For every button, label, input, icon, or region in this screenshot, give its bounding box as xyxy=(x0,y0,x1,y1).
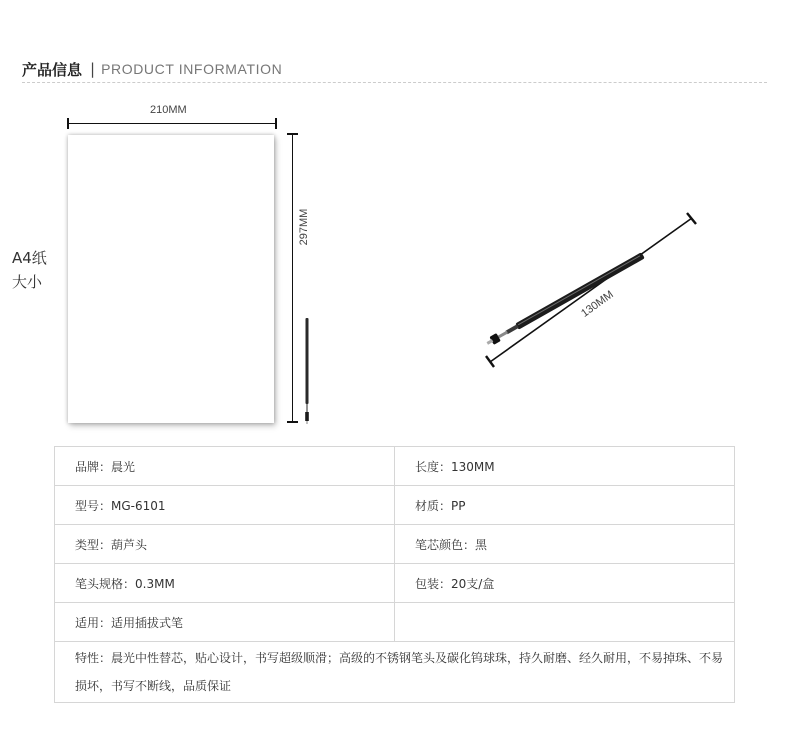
height-dimension-line xyxy=(292,134,293,423)
paper-height-text: 297MM xyxy=(298,208,310,246)
spec-model: 型号：MG-6101 xyxy=(55,486,395,525)
table-row xyxy=(55,447,735,486)
width-dimension-cap-left xyxy=(67,118,69,129)
width-dimension-line xyxy=(68,123,277,124)
paper-size-label-line2: 大小 xyxy=(12,273,43,291)
height-dimension-cap-bottom xyxy=(287,421,298,423)
spec-material: 材质：PP xyxy=(395,486,735,525)
paper-size-label xyxy=(12,246,62,294)
table-row xyxy=(55,603,735,642)
title-separator: | xyxy=(90,60,96,78)
spec-features: 特性：晨光中性替芯，贴心设计，书写超级顺滑；高级的不锈钢笔头及碳化钨球珠，持久耐磨、经久耐用，不易掉珠、不易损坏，书写不断线，品质保证 xyxy=(55,642,735,703)
table-row xyxy=(55,564,735,603)
paper-size-label-line1: A4纸 xyxy=(12,249,47,267)
spec-ink-color: 笔芯颜色：黑 xyxy=(395,525,735,564)
refill-product-illustration xyxy=(470,205,710,375)
product-spec-table xyxy=(54,446,735,703)
a4-paper-sheet xyxy=(68,135,274,423)
refill-scale-illustration xyxy=(304,318,310,424)
paper-width-text: 210MM xyxy=(150,104,187,116)
section-title-cn: 产品信息 xyxy=(22,60,83,79)
table-row xyxy=(55,486,735,525)
width-dimension-cap-right xyxy=(275,118,277,129)
spec-length: 长度：130MM xyxy=(395,447,735,486)
spec-packaging: 包装：20支/盒 xyxy=(395,564,735,603)
spec-tip-size: 笔头规格：0.3MM xyxy=(55,564,395,603)
section-header xyxy=(22,58,282,80)
header-divider xyxy=(22,82,767,83)
table-row xyxy=(55,525,735,564)
section-title-en: PRODUCT INFORMATION xyxy=(101,61,283,77)
spec-type: 类型：葫芦头 xyxy=(55,525,395,564)
refill-length-text: 130MM xyxy=(579,288,616,320)
spec-brand: 品牌：晨光 xyxy=(55,447,395,486)
spec-empty-cell xyxy=(395,603,735,642)
spec-compatible: 适用：适用插拔式笔 xyxy=(55,603,395,642)
height-dimension-cap-top xyxy=(287,133,298,135)
table-row xyxy=(55,642,735,703)
